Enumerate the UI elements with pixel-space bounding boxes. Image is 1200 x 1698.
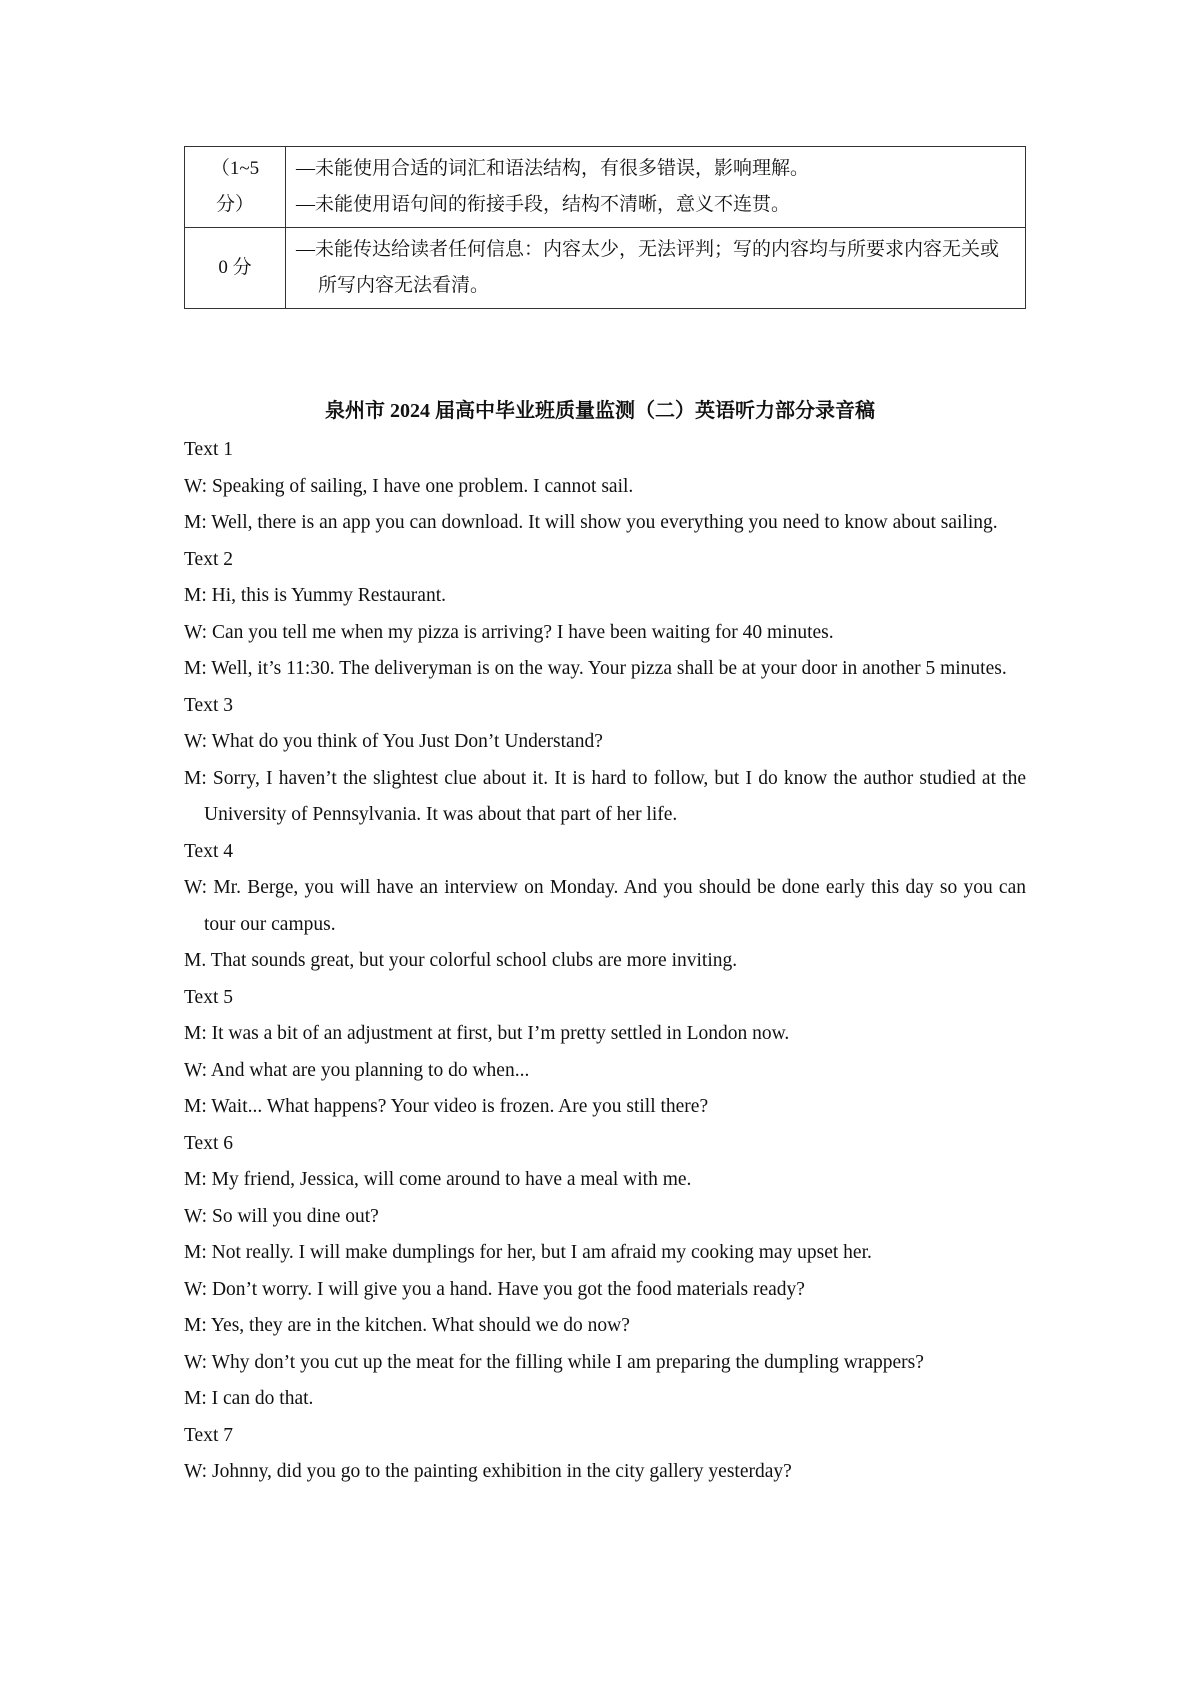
text-heading: Text 6 <box>184 1132 233 1154</box>
dialogue-line: M: Well, it’s 11:30. The deliveryman is on the way. Your pizza shall be at your door in another 5 minutes. <box>184 658 1007 679</box>
rubric-row <box>185 147 1026 228</box>
text-heading: Text 5 <box>184 986 233 1008</box>
dialogue-line: M: Not really. I will make dumplings for her, but I am afraid my cooking may upset her. <box>184 1242 872 1263</box>
listening-transcript <box>184 432 1026 1491</box>
rubric-score: 0 分 <box>218 257 252 278</box>
text-heading: Text 3 <box>184 694 233 716</box>
dialogue-line: M. That sounds great, but your colorful school clubs are more inviting. <box>184 950 738 971</box>
rubric-row <box>185 228 1026 309</box>
dialogue-line: M: Well, there is an app you can download. It will show you everything you need to know about sailing. <box>184 512 998 533</box>
dialogue-line: W: Speaking of sailing, I have one problem. I cannot sail. <box>184 475 634 497</box>
rubric-description-line: —未能使用语句间的衔接手段，结构不清晰，意义不连贯。 <box>296 194 791 215</box>
scoring-rubric-table <box>184 146 1026 309</box>
rubric-score: （1~5 分） <box>210 158 260 215</box>
dialogue-line: M: It was a bit of an adjustment at first, but I’m pretty settled in London now. <box>184 1023 790 1044</box>
dialogue-line: M: Yes, they are in the kitchen. What should we do now? <box>184 1315 630 1336</box>
dialogue-line: M: My friend, Jessica, will come around to have a meal with me. <box>184 1169 692 1190</box>
dialogue-line: M: Wait... What happens? Your video is frozen. Are you still there? <box>184 1096 709 1117</box>
dialogue-line: W: Johnny, did you go to the painting exhibition in the city gallery yesterday? <box>184 1461 792 1482</box>
dialogue-line: W: Can you tell me when my pizza is arriving? I have been waiting for 40 minutes. <box>184 621 834 643</box>
dialogue-line: W: Mr. Berge, you will have an interview on Monday. And you should be done early this day so you can tour our campus. <box>184 877 1026 935</box>
text-heading: Text 7 <box>184 1424 233 1446</box>
dialogue-line: M: Sorry, I haven’t the slightest clue about it. It is hard to follow, but I do know the author studied at the University of Pennsylvania. It was about that part of her life. <box>184 767 1026 825</box>
transcript-title: 泉州市 2024 届高中毕业班质量监测（二）英语听力部分录音稿 <box>325 400 875 422</box>
rubric-description-cell <box>286 228 1026 309</box>
dialogue-line: W: And what are you planning to do when... <box>184 1059 530 1081</box>
text-heading: Text 2 <box>184 548 233 570</box>
rubric-description-line: —未能传达给读者任何信息：内容太少，无法评判；写的内容均与所要求内容无关或所写内容无法看清。 <box>296 239 1000 296</box>
dialogue-line: W: Don’t worry. I will give you a hand. Have you got the food materials ready? <box>184 1278 805 1300</box>
text-heading: Text 1 <box>184 439 233 460</box>
dialogue-line: M: I can do that. <box>184 1388 314 1409</box>
text-heading: Text 4 <box>184 840 233 862</box>
rubric-description-line: —未能使用合适的词汇和语法结构，有很多错误，影响理解。 <box>296 158 810 179</box>
dialogue-line: W: What do you think of You Just Don’t Understand? <box>184 731 603 752</box>
rubric-score-cell <box>185 228 286 309</box>
rubric-description-cell <box>286 147 1026 228</box>
dialogue-line: W: So will you dine out? <box>184 1205 379 1227</box>
rubric-score-cell <box>185 147 286 228</box>
dialogue-line: M: Hi, this is Yummy Restaurant. <box>184 585 446 606</box>
dialogue-line: W: Why don’t you cut up the meat for the filling while I am preparing the dumpling wrappers? <box>184 1351 924 1373</box>
